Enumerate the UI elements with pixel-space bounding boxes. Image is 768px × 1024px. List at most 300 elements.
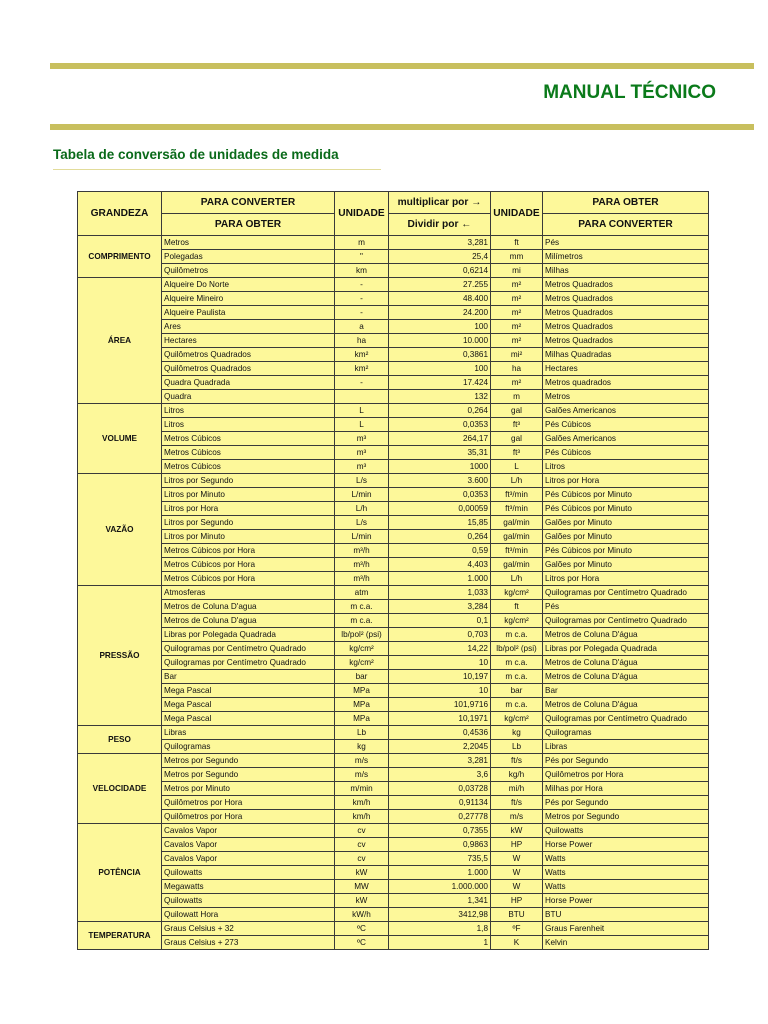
to-unit-name: Watts	[543, 866, 709, 880]
table-row	[78, 782, 709, 796]
factor: 0,703	[389, 628, 491, 642]
to-unit-name: Pés Cúbicos por Minuto	[543, 502, 709, 516]
table-row	[78, 558, 709, 572]
from-unit-name: Metros Cúbicos por Hora	[162, 558, 335, 572]
from-unit-symbol: m c.a.	[335, 600, 389, 614]
to-unit-symbol: HP	[491, 838, 543, 852]
to-unit-symbol: ha	[491, 362, 543, 376]
to-unit-name: Litros	[543, 460, 709, 474]
from-unit-name: Quilowatts	[162, 894, 335, 908]
to-unit-name: Quilogramas	[543, 726, 709, 740]
to-unit-symbol: gal/min	[491, 530, 543, 544]
factor: 1.000.000	[389, 880, 491, 894]
table-row	[78, 586, 709, 600]
from-unit-symbol: m/s	[335, 768, 389, 782]
table-row	[78, 712, 709, 726]
factor: 101,9716	[389, 698, 491, 712]
from-unit-name: Mega Pascal	[162, 684, 335, 698]
table-row	[78, 502, 709, 516]
from-unit-name: Libras por Polegada Quadrada	[162, 628, 335, 642]
table-row	[78, 936, 709, 950]
to-unit-name: Hectares	[543, 362, 709, 376]
from-unit-symbol: L/min	[335, 488, 389, 502]
to-unit-symbol: mi/h	[491, 782, 543, 796]
from-unit-name: Quilogramas por Centímetro Quadrado	[162, 642, 335, 656]
to-unit-symbol: kg	[491, 726, 543, 740]
table-row	[78, 670, 709, 684]
to-unit-name: BTU	[543, 908, 709, 922]
from-unit-name: Quadra	[162, 390, 335, 404]
factor: 0,0353	[389, 488, 491, 502]
to-unit-name: Quilômetros por Hora	[543, 768, 709, 782]
factor: 17.424	[389, 376, 491, 390]
table-row	[78, 908, 709, 922]
table-row	[78, 768, 709, 782]
to-unit-symbol: ft³/min	[491, 544, 543, 558]
to-unit-symbol: L	[491, 460, 543, 474]
from-unit-symbol: m/min	[335, 782, 389, 796]
from-unit-name: Quadra Quadrada	[162, 376, 335, 390]
table-row	[78, 726, 709, 740]
table-title: Tabela de conversão de unidades de medida	[53, 147, 339, 162]
group-label: TEMPERATURA	[78, 922, 162, 950]
to-unit-name: Horse Power	[543, 838, 709, 852]
table-row	[78, 852, 709, 866]
factor: 100	[389, 320, 491, 334]
factor: 24.200	[389, 306, 491, 320]
factor: 1.000	[389, 572, 491, 586]
from-unit-name: Bar	[162, 670, 335, 684]
from-unit-name: Metros de Coluna D'agua	[162, 600, 335, 614]
to-unit-name: Quilowatts	[543, 824, 709, 838]
factor: 1000	[389, 460, 491, 474]
table-row	[78, 362, 709, 376]
to-unit-symbol: L/h	[491, 572, 543, 586]
header-para-obter-right: PARA OBTER	[543, 192, 709, 214]
factor: 1	[389, 936, 491, 950]
from-unit-name: Alqueire Do Norte	[162, 278, 335, 292]
to-unit-symbol: Lb	[491, 740, 543, 754]
factor: 0,9863	[389, 838, 491, 852]
to-unit-symbol: m²	[491, 376, 543, 390]
from-unit-name: Metros de Coluna D'agua	[162, 614, 335, 628]
from-unit-name: Ares	[162, 320, 335, 334]
to-unit-symbol: ft³	[491, 418, 543, 432]
header-grandeza: GRANDEZA	[78, 192, 162, 236]
from-unit-symbol: a	[335, 320, 389, 334]
table-row	[78, 292, 709, 306]
from-unit-name: Quilowatt Hora	[162, 908, 335, 922]
factor: 14,22	[389, 642, 491, 656]
from-unit-symbol: ha	[335, 334, 389, 348]
to-unit-name: Metros de Coluna D'água	[543, 670, 709, 684]
to-unit-name: Quilogramas por Centímetro Quadrado	[543, 614, 709, 628]
to-unit-symbol: ft³/min	[491, 488, 543, 502]
header-para-converter: PARA CONVERTER	[162, 192, 335, 214]
to-unit-symbol: mm	[491, 250, 543, 264]
from-unit-symbol: -	[335, 376, 389, 390]
table-row	[78, 922, 709, 936]
table-row	[78, 320, 709, 334]
factor: 132	[389, 390, 491, 404]
from-unit-name: Mega Pascal	[162, 712, 335, 726]
to-unit-symbol: kW	[491, 824, 543, 838]
from-unit-symbol: km/h	[335, 810, 389, 824]
from-unit-name: Metros por Minuto	[162, 782, 335, 796]
to-unit-name: Quilogramas por Centímetro Quadrado	[543, 586, 709, 600]
to-unit-symbol: L/h	[491, 474, 543, 488]
to-unit-name: Watts	[543, 880, 709, 894]
top-rule	[50, 63, 754, 69]
to-unit-symbol: W	[491, 880, 543, 894]
from-unit-symbol: -	[335, 292, 389, 306]
from-unit-name: Metros por Segundo	[162, 754, 335, 768]
table-row	[78, 810, 709, 824]
factor: 10,197	[389, 670, 491, 684]
to-unit-symbol: kg/cm²	[491, 586, 543, 600]
factor: 15,85	[389, 516, 491, 530]
from-unit-name: Cavalos Vapor	[162, 852, 335, 866]
from-unit-name: Metros Cúbicos por Hora	[162, 572, 335, 586]
from-unit-name: Libras	[162, 726, 335, 740]
to-unit-name: Metros	[543, 390, 709, 404]
table-row	[78, 334, 709, 348]
to-unit-name: Quilogramas por Centímetro Quadrado	[543, 712, 709, 726]
table-row	[78, 698, 709, 712]
factor: 2,2045	[389, 740, 491, 754]
from-unit-symbol: L	[335, 418, 389, 432]
to-unit-name: Galões por Minuto	[543, 558, 709, 572]
to-unit-name: Litros por Hora	[543, 572, 709, 586]
to-unit-name: Milhas	[543, 264, 709, 278]
to-unit-name: Watts	[543, 852, 709, 866]
table-row	[78, 796, 709, 810]
from-unit-name: Litros por Segundo	[162, 474, 335, 488]
from-unit-name: Litros por Hora	[162, 502, 335, 516]
to-unit-name: Metros de Coluna D'água	[543, 656, 709, 670]
to-unit-symbol: bar	[491, 684, 543, 698]
from-unit-symbol: km	[335, 264, 389, 278]
factor: 3412,98	[389, 908, 491, 922]
table-row	[78, 824, 709, 838]
from-unit-symbol: m³/h	[335, 572, 389, 586]
from-unit-name: Litros	[162, 404, 335, 418]
factor: 0,6214	[389, 264, 491, 278]
factor: 1.000	[389, 866, 491, 880]
to-unit-name: Pés por Segundo	[543, 796, 709, 810]
table-row	[78, 642, 709, 656]
from-unit-name: Hectares	[162, 334, 335, 348]
to-unit-symbol: kg/h	[491, 768, 543, 782]
from-unit-symbol: ºC	[335, 936, 389, 950]
from-unit-name: Cavalos Vapor	[162, 838, 335, 852]
to-unit-name: Pés por Segundo	[543, 754, 709, 768]
from-unit-symbol: MPa	[335, 712, 389, 726]
from-unit-symbol: m³/h	[335, 544, 389, 558]
group-label: VELOCIDADE	[78, 754, 162, 824]
to-unit-name: Libras por Polegada Quadrada	[543, 642, 709, 656]
from-unit-name: Quilowatts	[162, 866, 335, 880]
factor: 264,17	[389, 432, 491, 446]
to-unit-symbol: HP	[491, 894, 543, 908]
table-row	[78, 628, 709, 642]
group-label: VOLUME	[78, 404, 162, 474]
from-unit-name: Mega Pascal	[162, 698, 335, 712]
factor: 3,6	[389, 768, 491, 782]
from-unit-name: Litros por Minuto	[162, 488, 335, 502]
from-unit-name: Atmosferas	[162, 586, 335, 600]
to-unit-name: Libras	[543, 740, 709, 754]
group-label: VAZÃO	[78, 474, 162, 586]
table-row	[78, 740, 709, 754]
from-unit-symbol: kW	[335, 894, 389, 908]
factor: 0,00059	[389, 502, 491, 516]
from-unit-symbol: m³	[335, 460, 389, 474]
to-unit-symbol: ft³/min	[491, 502, 543, 516]
from-unit-name: Alqueire Paulista	[162, 306, 335, 320]
factor: 0,3861	[389, 348, 491, 362]
to-unit-name: Galões por Minuto	[543, 516, 709, 530]
group-label: ÁREA	[78, 278, 162, 404]
to-unit-symbol: m c.a.	[491, 628, 543, 642]
from-unit-name: Quilogramas por Centímetro Quadrado	[162, 656, 335, 670]
to-unit-name: Litros por Hora	[543, 474, 709, 488]
from-unit-name: Quilômetros Quadrados	[162, 348, 335, 362]
table-row	[78, 488, 709, 502]
from-unit-symbol: kW/h	[335, 908, 389, 922]
factor: 25,4	[389, 250, 491, 264]
factor: 3,281	[389, 236, 491, 250]
table-row	[78, 432, 709, 446]
to-unit-symbol: ft/s	[491, 754, 543, 768]
table-row	[78, 376, 709, 390]
factor: 4,403	[389, 558, 491, 572]
from-unit-name: Litros	[162, 418, 335, 432]
to-unit-symbol: m²	[491, 292, 543, 306]
to-unit-name: Galões Americanos	[543, 432, 709, 446]
table-row	[78, 754, 709, 768]
to-unit-symbol: m²	[491, 320, 543, 334]
table-row	[78, 516, 709, 530]
from-unit-symbol: L/h	[335, 502, 389, 516]
from-unit-symbol: m/s	[335, 754, 389, 768]
to-unit-symbol: gal/min	[491, 516, 543, 530]
table-row	[78, 544, 709, 558]
from-unit-symbol: MW	[335, 880, 389, 894]
to-unit-symbol: K	[491, 936, 543, 950]
table-row	[78, 306, 709, 320]
from-unit-symbol: m³	[335, 432, 389, 446]
from-unit-symbol: kW	[335, 866, 389, 880]
to-unit-name: Galões Americanos	[543, 404, 709, 418]
to-unit-name: Pés Cúbicos por Minuto	[543, 544, 709, 558]
to-unit-name: Metros quadrados	[543, 376, 709, 390]
to-unit-symbol: ft	[491, 600, 543, 614]
from-unit-name: Metros por Segundo	[162, 768, 335, 782]
to-unit-symbol: mi²	[491, 348, 543, 362]
table-row	[78, 446, 709, 460]
factor: 1,341	[389, 894, 491, 908]
factor: 3,281	[389, 754, 491, 768]
table-row	[78, 250, 709, 264]
from-unit-symbol: km²	[335, 362, 389, 376]
from-unit-name: Cavalos Vapor	[162, 824, 335, 838]
factor: 735,5	[389, 852, 491, 866]
from-unit-symbol: bar	[335, 670, 389, 684]
from-unit-symbol: -	[335, 306, 389, 320]
to-unit-symbol: m²	[491, 306, 543, 320]
to-unit-symbol: m c.a.	[491, 670, 543, 684]
to-unit-name: Pés Cúbicos	[543, 446, 709, 460]
to-unit-name: Pés	[543, 236, 709, 250]
factor: 27.255	[389, 278, 491, 292]
table-row	[78, 838, 709, 852]
table-row	[78, 656, 709, 670]
table-body	[78, 236, 709, 950]
to-unit-name: Metros de Coluna D'água	[543, 628, 709, 642]
factor: 0,27778	[389, 810, 491, 824]
group-label: COMPRIMENTO	[78, 236, 162, 278]
from-unit-name: Metros Cúbicos	[162, 432, 335, 446]
from-unit-symbol: cv	[335, 838, 389, 852]
to-unit-name: Metros por Segundo	[543, 810, 709, 824]
factor: 0,264	[389, 404, 491, 418]
table-row	[78, 614, 709, 628]
table-row	[78, 264, 709, 278]
factor: 100	[389, 362, 491, 376]
to-unit-symbol: gal	[491, 432, 543, 446]
from-unit-name: Graus Celsius + 273	[162, 936, 335, 950]
table-row	[78, 572, 709, 586]
from-unit-symbol: "	[335, 250, 389, 264]
to-unit-name: Kelvin	[543, 936, 709, 950]
from-unit-name: Metros Cúbicos por Hora	[162, 544, 335, 558]
table-row	[78, 894, 709, 908]
to-unit-name: Bar	[543, 684, 709, 698]
factor: 0,03728	[389, 782, 491, 796]
from-unit-name: Quilômetros Quadrados	[162, 362, 335, 376]
group-label: PESO	[78, 726, 162, 754]
to-unit-symbol: ºF	[491, 922, 543, 936]
table-row	[78, 474, 709, 488]
from-unit-name: Megawatts	[162, 880, 335, 894]
header-unidade: UNIDADE	[335, 192, 389, 236]
to-unit-name: Horse Power	[543, 894, 709, 908]
header-multiplicar: multiplicar por →	[389, 192, 491, 214]
to-unit-name: Metros de Coluna D'água	[543, 698, 709, 712]
to-unit-symbol: W	[491, 852, 543, 866]
factor: 1,033	[389, 586, 491, 600]
to-unit-name: Milímetros	[543, 250, 709, 264]
from-unit-name: Metros	[162, 236, 335, 250]
factor: 1,8	[389, 922, 491, 936]
factor: 10	[389, 656, 491, 670]
factor: 0,91134	[389, 796, 491, 810]
group-label: PRESSÃO	[78, 586, 162, 726]
to-unit-symbol: BTU	[491, 908, 543, 922]
table-row	[78, 236, 709, 250]
to-unit-symbol: m/s	[491, 810, 543, 824]
to-unit-symbol: m²	[491, 334, 543, 348]
table-row	[78, 866, 709, 880]
to-unit-symbol: m c.a.	[491, 698, 543, 712]
from-unit-symbol: m³/h	[335, 558, 389, 572]
to-unit-symbol: ft/s	[491, 796, 543, 810]
to-unit-symbol: ft	[491, 236, 543, 250]
from-unit-symbol: kg/cm²	[335, 656, 389, 670]
from-unit-symbol: m c.a.	[335, 614, 389, 628]
header-para-converter-right: PARA CONVERTER	[543, 214, 709, 236]
factor: 3.600	[389, 474, 491, 488]
table-header	[78, 192, 709, 236]
table-row	[78, 348, 709, 362]
factor: 0,264	[389, 530, 491, 544]
from-unit-symbol: L	[335, 404, 389, 418]
to-unit-name: Pés	[543, 600, 709, 614]
table-row	[78, 684, 709, 698]
from-unit-name: Metros Cúbicos	[162, 460, 335, 474]
to-unit-symbol: kg/cm²	[491, 712, 543, 726]
group-label: POTÊNCIA	[78, 824, 162, 922]
factor: 48.400	[389, 292, 491, 306]
from-unit-name: Metros Cúbicos	[162, 446, 335, 460]
header-para-obter-left: PARA OBTER	[162, 214, 335, 236]
factor: 35,31	[389, 446, 491, 460]
factor: 0,7355	[389, 824, 491, 838]
table-row	[78, 404, 709, 418]
from-unit-symbol: -	[335, 278, 389, 292]
from-unit-symbol: km/h	[335, 796, 389, 810]
factor: 0,0353	[389, 418, 491, 432]
from-unit-name: Alqueire Mineiro	[162, 292, 335, 306]
to-unit-symbol: ft³	[491, 446, 543, 460]
factor: 0,1	[389, 614, 491, 628]
table-row	[78, 418, 709, 432]
table-row	[78, 600, 709, 614]
table-row	[78, 530, 709, 544]
factor: 10	[389, 684, 491, 698]
to-unit-symbol: kg/cm²	[491, 614, 543, 628]
from-unit-symbol: Lb	[335, 726, 389, 740]
table-title-underline	[53, 169, 381, 170]
to-unit-symbol: lb/pol² (psi)	[491, 642, 543, 656]
to-unit-name: Milhas por Hora	[543, 782, 709, 796]
from-unit-symbol: MPa	[335, 684, 389, 698]
to-unit-name: Metros Quadrados	[543, 292, 709, 306]
to-unit-symbol: gal	[491, 404, 543, 418]
factor: 0,59	[389, 544, 491, 558]
factor: 0,4536	[389, 726, 491, 740]
factor: 10.000	[389, 334, 491, 348]
from-unit-name: Quilômetros por Hora	[162, 796, 335, 810]
from-unit-symbol: L/s	[335, 516, 389, 530]
from-unit-symbol: atm	[335, 586, 389, 600]
to-unit-name: Galões por Minuto	[543, 530, 709, 544]
from-unit-symbol: cv	[335, 824, 389, 838]
to-unit-name: Graus Farenheit	[543, 922, 709, 936]
header-rule	[50, 124, 754, 130]
factor: 10,1971	[389, 712, 491, 726]
from-unit-symbol: L/min	[335, 530, 389, 544]
from-unit-name: Graus Celsius + 32	[162, 922, 335, 936]
from-unit-symbol: lb/pol² (psi)	[335, 628, 389, 642]
from-unit-symbol: MPa	[335, 698, 389, 712]
manual-title: MANUAL TÉCNICO	[543, 82, 716, 103]
from-unit-name: Litros por Minuto	[162, 530, 335, 544]
from-unit-name: Polegadas	[162, 250, 335, 264]
to-unit-symbol: m²	[491, 278, 543, 292]
to-unit-symbol: W	[491, 866, 543, 880]
